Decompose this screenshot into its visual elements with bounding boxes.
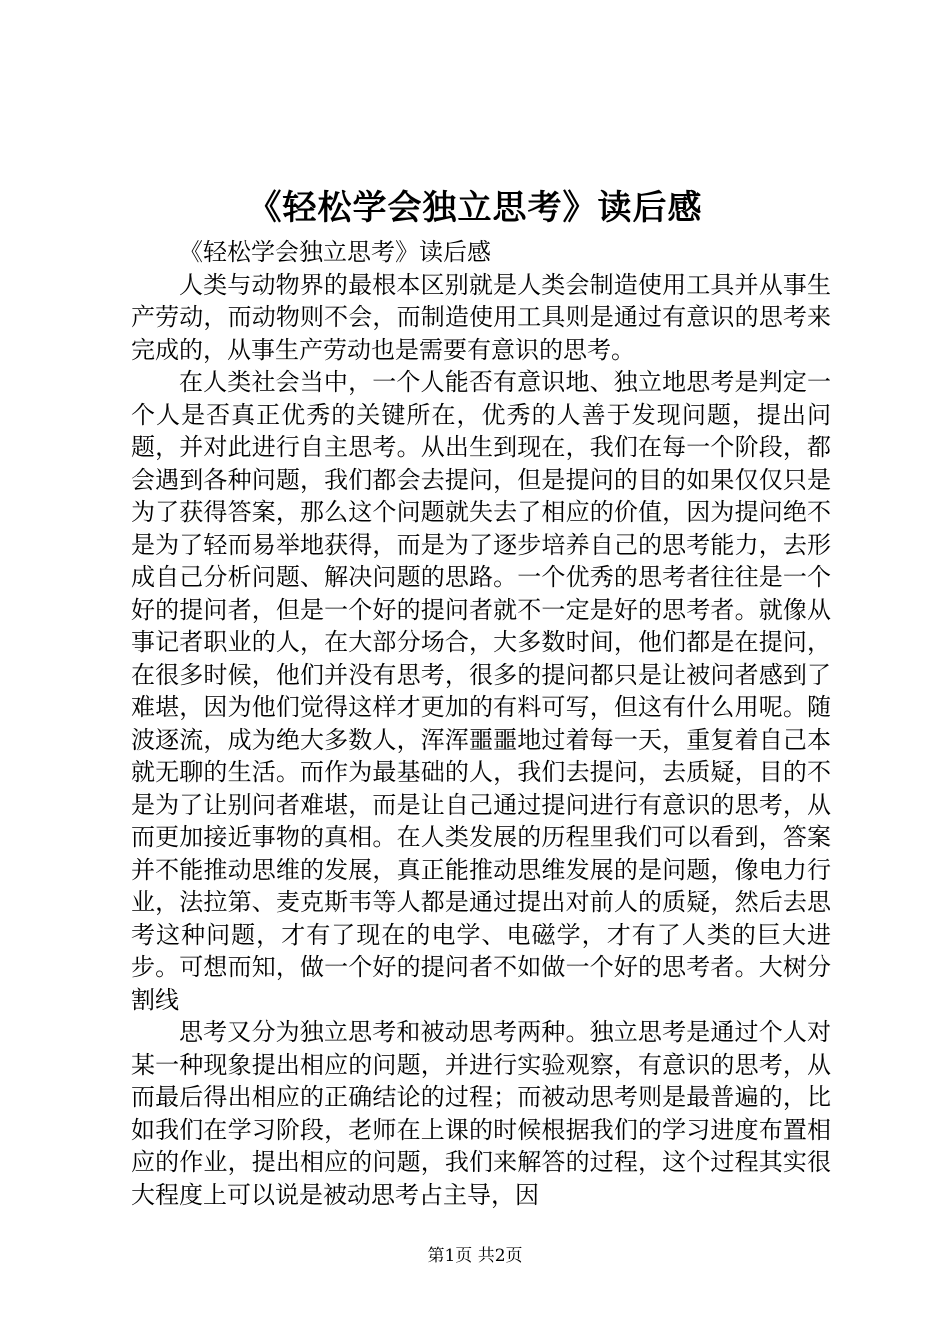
document-body (131, 236, 831, 1211)
page-number-footer: 第1页 共2页 (427, 1246, 523, 1266)
subtitle-paragraph: 《轻松学会独立思考》读后感 (179, 238, 491, 266)
body-paragraph-1: 人类与动物界的最根本区别就是人类会制造使用工具并从事生产劳动，而动物则不会，而制造使用工具则是通过有意识的思考来完成的，从事生产劳动也是需要有意识的思考。 (131, 270, 831, 364)
document-title: 《轻松学会独立思考》读后感 (247, 188, 703, 228)
body-paragraph-2: 在人类社会当中，一个人能否有意识地、独立地思考是判定一个人是否真正优秀的关键所在，优秀的人善于发现问题，提出问题，并对此进行自主思考。从出生到现在，我们在每一个阶段，都会遇到各种问题，我们都会去提问，但是提问的目的如果仅仅只是为了获得答案，那么这个问题就失去了相应的价值，因为提问绝不是为了轻而易举地获得，而是为了逐步培养自己的思考能力，去形成自己分析问题、解决问题的思路。一个优秀的思考者往往是一个好的提问者，但是一个好的提问者就不一定是好的思考者。就像从事记者职业的人，在大部分场合，大多数时间，他们都是在提问，在很多时候，他们并没有思考，很多的提问都只是让被问者感到了难堪，因为他们觉得这样才更加的有料可写，但这有什么用呢。随波逐流，成为绝大多数人，浑浑噩噩地过着每一天，重复着自己本就无聊的生活。而作为最基础的人，我们去提问，去质疑，目的不是为了让别问者难堪，而是让自己通过提问进行有意识的思考，从而更加接近事物的真相。在人类发展的历程里我们可以看到，答案并不能推动思维的发展，真正能推动思维发展的是问题，像电力行业，法拉第、麦克斯韦等人都是通过提出对前人的质疑，然后去思考这种问题，才有了现在的电学、电磁学，才有了人类的巨大进步。可想而知，做一个好的提问者不如做一个好的思考者。大树分割线 (131, 368, 831, 1014)
body-paragraph-3: 思考又分为独立思考和被动思考两种。独立思考是通过个人对某一种现象提出相应的问题，并进行实验观察，有意识的思考，从而最后得出相应的正确结论的过程；而被动思考则是最普遍的，比如我们在学习阶段，老师在上课的时候根据我们的学习进度布置相应的作业，提出相应的问题，我们来解答的过程，这个过程其实很大程度上可以说是被动思考占主导，因 (131, 1018, 831, 1209)
